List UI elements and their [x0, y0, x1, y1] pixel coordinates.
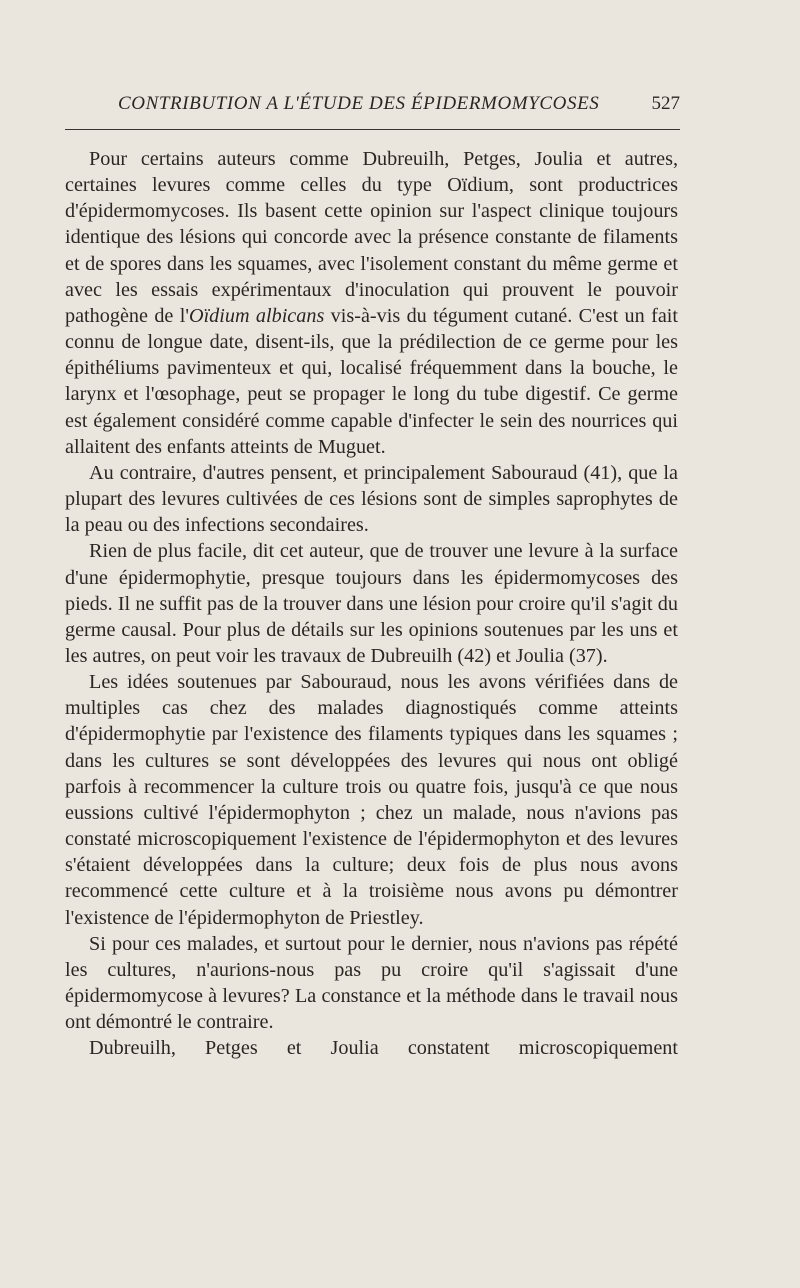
paragraph: Si pour ces malades, et surtout pour le dernier, nous n'avions pas répété les cultures, n'aurions-nous pas pu croire qu'il s'agissait d'une épidermomycose à levures? La constance et la méthode dans le travail nous ont démontré le contraire.: [65, 932, 678, 1034]
page-number: 527: [651, 93, 680, 114]
paragraph: Les idées soutenues par Sabouraud, nous les avons vérifiées dans de multiples cas chez des malades diagnostiqués comme atteints d'épidermophytie par l'existence des filaments typiques dans les squames ; dans les cultures se sont développées des levures qui nous ont obligé parfois à recommencer la culture trois ou quatre fois, jusqu'à ce que nous eussions cultivé l'épidermophyton ; chez un malade, nous n'avions pas constaté microscopiquement l'existence de l'épidermophyton et des levures s'étaient développées dans la culture; deux fois de plus nous avons recommencé cette culture et à la troisième nous avons pu démontrer l'existence de l'épidermophyton de Priestley.: [65, 671, 678, 929]
paragraph: [65, 146, 678, 460]
paragraph-text: vis-à-vis du tégument cutané. C'est un fait connu de longue date, disent-ils, que la prédilection de ce germe pour les épithéliums pavimenteux et qui, localisé fréquemment dans la bouche, le larynx et l'œsophage, peut se propager le long du tube digestif. Ce germe est également considéré comme capable d'infecter le sein des nourrices qui allaitent des enfants atteints de Muguet.: [65, 304, 679, 458]
species-name: Oïdium albicans: [188, 304, 325, 327]
paragraph-continued: Dubreuilh, Petges et Joulia constatent microscopiquement: [89, 1037, 678, 1060]
header-rule: [65, 129, 680, 130]
running-head: [118, 93, 680, 121]
paragraph: Au contraire, d'autres pensent, et principalement Sabouraud (41), que la plupart des levures cultivées de ces lésions sont de simples saprophytes de la peau ou des infections secondaires.: [65, 461, 678, 537]
paragraph-text: Pour certains auteurs comme Dubreuilh, Petges, Joulia et autres, certaines levures comme celles du type Oïdium, sont productrices d'épidermomycoses. Ils basent cette opinion sur l'aspect clinique toujours identique des lésions qui concorde avec la présence constante de filaments et de spores dans les squames, avec l'isolement constant du même germe et avec les essais expérimentaux d'inoculation qui prouvent le pouvoir pathogène de l': [65, 148, 678, 327]
running-title: CONTRIBUTION A L'ÉTUDE DES ÉPIDERMOMYCOSES: [118, 93, 600, 114]
body-text: [65, 146, 678, 1061]
paragraph: Rien de plus facile, dit cet auteur, que de trouver une levure à la surface d'une épidermophytie, presque toujours dans les épidermomycoses des pieds. Il ne suffit pas de la trouver dans une lésion pour croire qu'il s'agit du germe causal. Pour plus de détails sur les opinions soutenues par les uns et les autres, on peut voir les travaux de Dubreuilh (42) et Joulia (37).: [65, 540, 678, 667]
